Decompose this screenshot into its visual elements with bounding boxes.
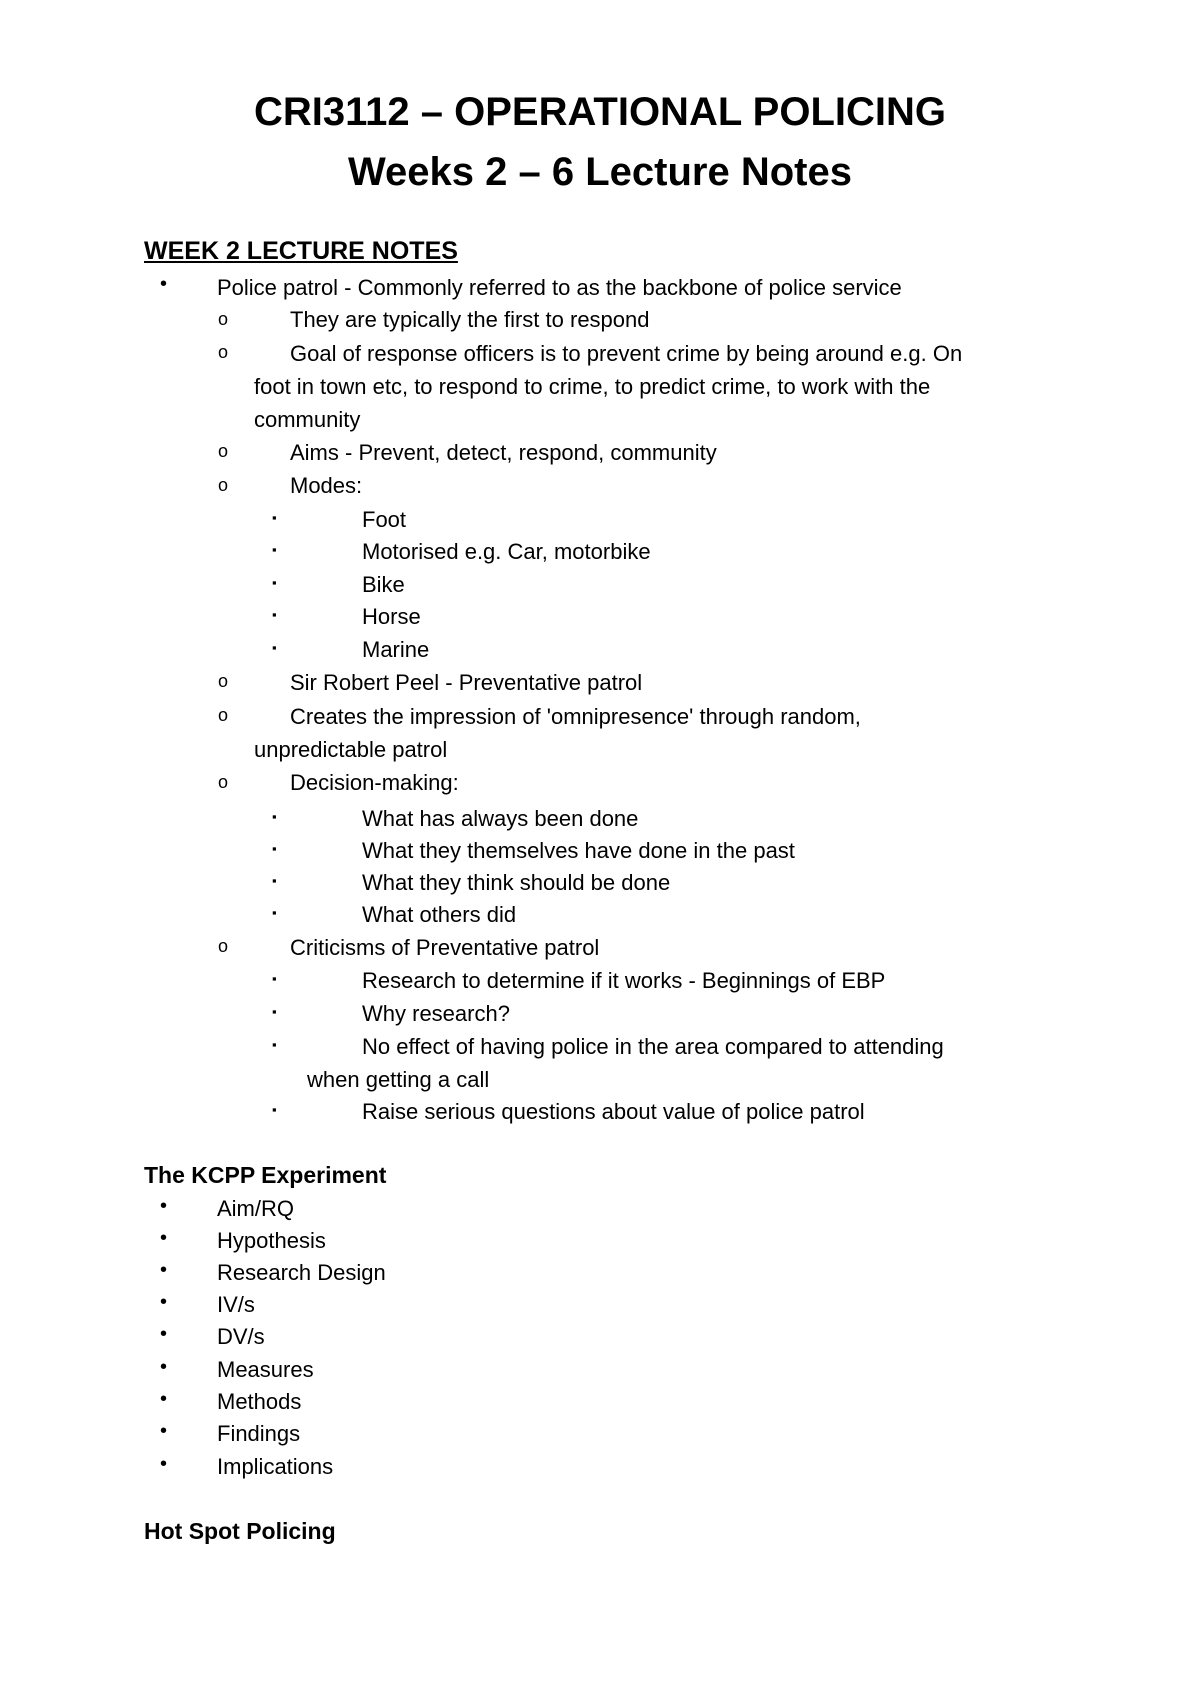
square-marker: ▪ — [272, 542, 277, 557]
list-item: Why research? — [362, 1001, 510, 1026]
circle-marker: o — [218, 772, 229, 792]
list-item: Research to determine if it works - Beginnings of EBP — [362, 968, 886, 993]
list-item: Implications — [217, 1454, 334, 1479]
square-marker: ▪ — [272, 607, 277, 622]
square-marker: ▪ — [272, 1004, 277, 1019]
list-item: DV/s — [217, 1324, 265, 1349]
list-item: Police patrol - Commonly referred to as the backbone of police service — [217, 275, 902, 300]
circle-marker: o — [218, 936, 229, 956]
list-item: Criticisms of Preventative patrol — [290, 935, 600, 960]
list-item: Measures — [217, 1357, 314, 1382]
square-marker: ▪ — [272, 905, 277, 920]
list-item: Aim/RQ — [217, 1196, 294, 1221]
square-marker: ▪ — [272, 510, 277, 525]
bullet-marker: • — [160, 1356, 168, 1378]
list-item-continuation: when getting a call — [307, 1067, 490, 1092]
bullet-marker: • — [160, 1259, 168, 1281]
circle-marker: o — [218, 441, 229, 461]
list-item: Horse — [362, 604, 421, 629]
bullet-marker: • — [160, 1388, 168, 1410]
week2-heading: WEEK 2 LECTURE NOTES — [144, 237, 458, 265]
square-marker: ▪ — [272, 873, 277, 888]
bullet-marker: • — [160, 1323, 168, 1345]
list-item: What they themselves have done in the past — [362, 838, 795, 863]
list-item: Methods — [217, 1389, 302, 1414]
list-item: What has always been done — [362, 806, 639, 831]
square-marker: ▪ — [272, 1037, 277, 1052]
list-item: No effect of having police in the area compared to attending — [362, 1034, 944, 1059]
list-item: Research Design — [217, 1260, 386, 1285]
list-item: Decision-making: — [290, 770, 459, 795]
circle-marker: o — [218, 309, 229, 329]
bullet-marker: • — [160, 1195, 168, 1217]
doc-title-line-1: CRI3112 – OPERATIONAL POLICING — [253, 90, 946, 134]
list-item: What others did — [362, 902, 517, 927]
bullet-marker: • — [160, 1420, 168, 1442]
square-marker: ▪ — [272, 1102, 277, 1117]
bullet-marker: • — [160, 1291, 168, 1313]
bullet-marker: • — [160, 273, 168, 295]
list-item: Hypothesis — [217, 1228, 326, 1253]
hotspot-heading: Hot Spot Policing — [144, 1518, 336, 1544]
list-item: Modes: — [290, 473, 363, 498]
list-item: Goal of response officers is to prevent crime by being around e.g. On — [290, 341, 963, 366]
list-item-continuation: foot in town etc, to respond to crime, to predict crime, to work with the — [254, 374, 931, 399]
circle-marker: o — [218, 475, 229, 495]
list-item: Motorised e.g. Car, motorbike — [362, 539, 651, 564]
list-item: Marine — [362, 637, 430, 662]
list-item: Raise serious questions about value of police patrol — [362, 1099, 865, 1124]
square-marker: ▪ — [272, 640, 277, 655]
list-item: Aims - Prevent, detect, respond, community — [290, 440, 717, 465]
list-item: What they think should be done — [362, 870, 671, 895]
square-marker: ▪ — [272, 841, 277, 856]
list-item: Creates the impression of 'omnipresence' through random, — [290, 704, 861, 729]
list-item-continuation: unpredictable patrol — [254, 737, 448, 762]
list-item: Sir Robert Peel - Preventative patrol — [290, 670, 643, 695]
circle-marker: o — [218, 671, 229, 691]
doc-title-line-2: Weeks 2 – 6 Lecture Notes — [348, 150, 852, 194]
kcpp-heading: The KCPP Experiment — [144, 1162, 387, 1188]
square-marker: ▪ — [272, 809, 277, 824]
list-item: IV/s — [217, 1292, 255, 1317]
bullet-marker: • — [160, 1453, 168, 1475]
list-item: They are typically the first to respond — [290, 307, 650, 332]
circle-marker: o — [218, 705, 229, 725]
square-marker: ▪ — [272, 575, 277, 590]
bullet-marker: • — [160, 1227, 168, 1249]
square-marker: ▪ — [272, 971, 277, 986]
list-item: Findings — [217, 1421, 301, 1446]
list-item-continuation: community — [254, 407, 361, 432]
circle-marker: o — [218, 342, 229, 362]
list-item: Foot — [362, 507, 407, 532]
list-item: Bike — [362, 572, 405, 597]
